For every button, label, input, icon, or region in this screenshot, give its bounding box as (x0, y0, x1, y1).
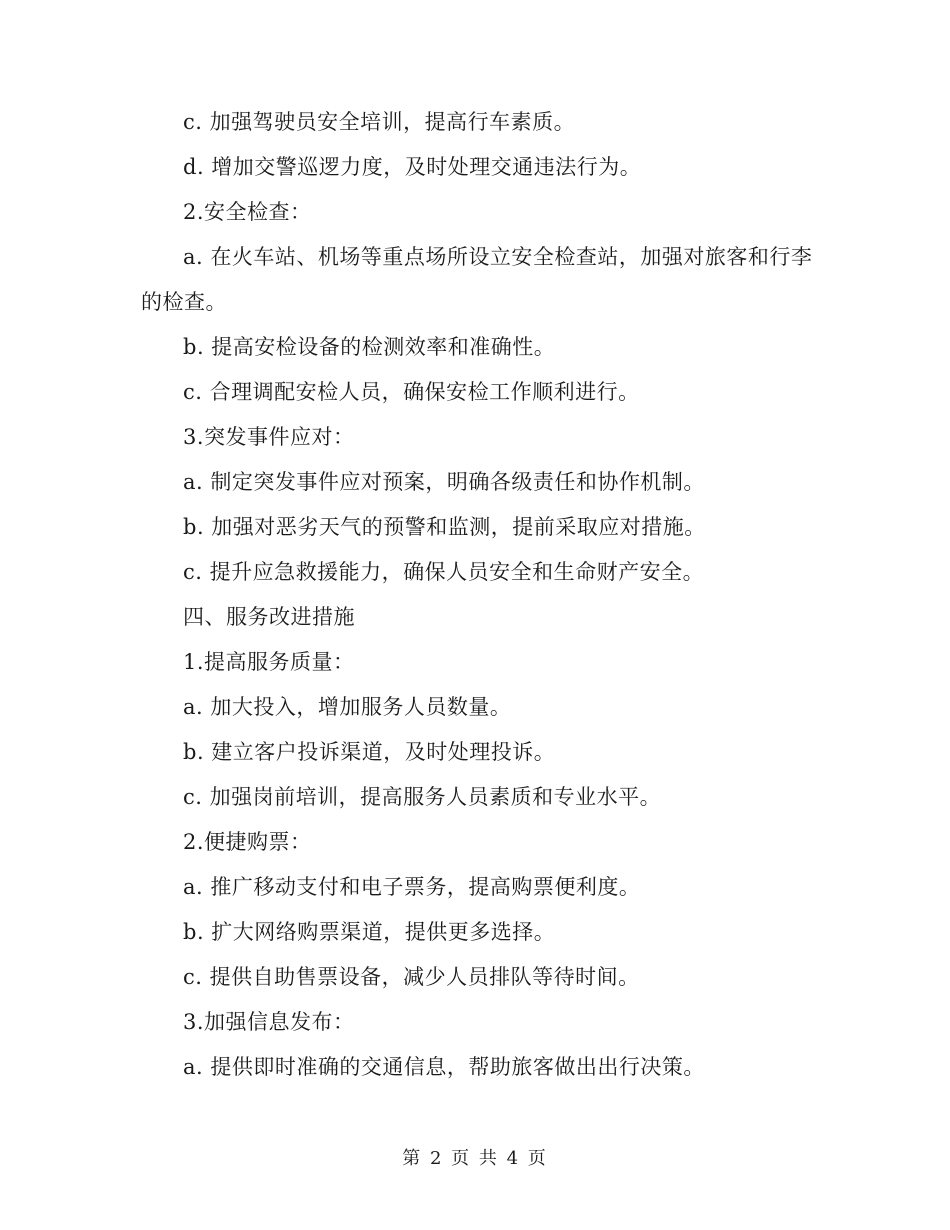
paragraph-item-b-online-ticketing: b. 扩大网络购票渠道，提供更多选择。 (183, 920, 556, 944)
paragraph-item-a-mobile-payment: a. 推广移动支付和电子票务，提高购票便利度。 (183, 875, 641, 899)
paragraph-item-a-increase-staff: a. 加大投入，增加服务人员数量。 (183, 695, 512, 719)
paragraph-item-c-rescue-capability: c. 提升应急救援能力，确保人员安全和生命财产安全。 (183, 560, 705, 584)
section-heading-information-release: 3.加强信息发布： (183, 1010, 355, 1034)
paragraph-item-b-equipment-efficiency: b. 提高安检设备的检测效率和准确性。 (183, 335, 556, 359)
paragraph-item-b-weather-warning: b. 加强对恶劣天气的预警和监测，提前采取应对措施。 (183, 515, 706, 539)
paragraph-item-a-emergency-plan: a. 制定突发事件应对预案，明确各级责任和协作机制。 (183, 470, 705, 494)
paragraph-item-a-real-time-info: a. 提供即时准确的交通信息，帮助旅客做出出行决策。 (183, 1055, 705, 1079)
section-heading-convenient-ticketing: 2.便捷购票： (183, 830, 312, 854)
paragraph-item-d-traffic-patrol: d. 增加交警巡逻力度，及时处理交通违法行为。 (183, 155, 642, 179)
paragraph-item-c-self-service-machines: c. 提供自助售票设备，减少人员排队等待时间。 (183, 965, 640, 989)
paragraph-item-c-staff-allocation: c. 合理调配安检人员，确保安检工作顺利进行。 (183, 380, 640, 404)
paragraph-item-a-security-stations: a. 在火车站、机场等重点场所设立安全检查站，加强对旅客和行李的检查。 (141, 245, 813, 314)
section-heading-emergency-response: 3.突发事件应对： (183, 425, 355, 449)
paragraph-item-b-complaint-channel: b. 建立客户投诉渠道，及时处理投诉。 (183, 740, 556, 764)
paragraph-item-c-driver-training: c. 加强驾驶员安全培训，提高行车素质。 (183, 110, 576, 134)
document-body (141, 100, 813, 1090)
section-heading-security-check: 2.安全检查： (183, 200, 312, 224)
section-heading-service-quality: 1.提高服务质量： (183, 650, 355, 674)
paragraph-item-c-pre-job-training: c. 加强岗前培训，提高服务人员素质和专业水平。 (183, 785, 662, 809)
page-number-footer: 第 2 页 共 4 页 (402, 1148, 548, 1169)
chapter-heading-service-improvement: 四、服务改进措施 (183, 605, 355, 629)
